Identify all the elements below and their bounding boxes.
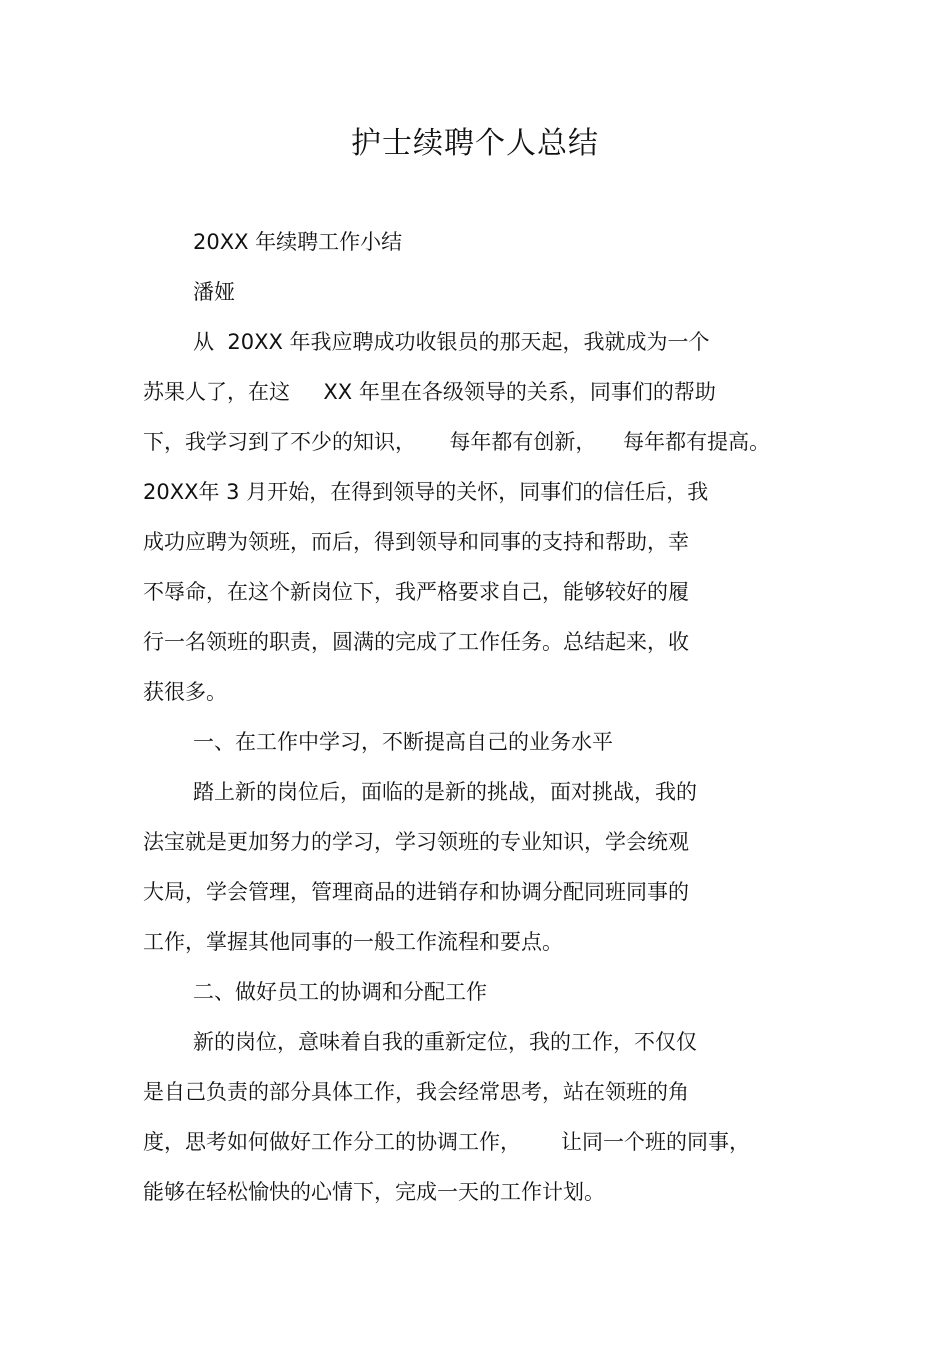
paragraph-line: 从 20XX 年我应聘成功收银员的那天起，我就成为一个 [193,330,710,354]
author-line: 潘娅 [193,280,235,304]
paragraph-line: 苏果人了，在这 XX 年里在各级领导的关系，同事们的帮助 [143,380,716,404]
section-heading-1: 一、在工作中学习，不断提高自己的业务水平 [193,730,613,754]
paragraph-line: 度，思考如何做好工作分工的协调工作， 让同一个班的同事， [143,1130,751,1154]
paragraph-line: 法宝就是更加努力的学习，学习领班的专业知识，学会统观 [143,830,689,854]
paragraph-line: 成功应聘为领班，而后，得到领导和同事的支持和帮助，幸 [143,530,689,554]
paragraph-line: 新的岗位，意味着自我的重新定位，我的工作，不仅仅 [193,1030,697,1054]
paragraph-line: 能够在轻松愉快的心情下，完成一天的工作计划。 [143,1180,605,1204]
paragraph-line: 踏上新的岗位后，面临的是新的挑战，面对挑战，我的 [193,780,697,804]
paragraph-line: 行一名领班的职责，圆满的完成了工作任务。总结起来，收 [143,630,689,654]
paragraph-line: 20XX年 3 月开始，在得到领导的关怀，同事们的信任后，我 [143,480,709,504]
paragraph-line: 不辱命，在这个新岗位下，我严格要求自己，能够较好的履 [143,580,689,604]
paragraph-line: 获很多。 [143,680,227,704]
paragraph-line: 是自己负责的部分具体工作，我会经常思考，站在领班的角 [143,1080,689,1104]
document-title: 护士续聘个人总结 [351,126,599,161]
paragraph-line: 大局，学会管理，管理商品的进销存和协调分配同班同事的 [143,880,689,904]
section-heading-2: 二、做好员工的协调和分配工作 [193,980,487,1004]
paragraph-line: 下，我学习到了不少的知识， 每年都有创新， 每年都有提高。 [143,430,771,454]
paragraph-line: 工作，掌握其他同事的一般工作流程和要点。 [143,930,563,954]
subtitle-line: 20XX 年续聘工作小结 [193,230,403,254]
